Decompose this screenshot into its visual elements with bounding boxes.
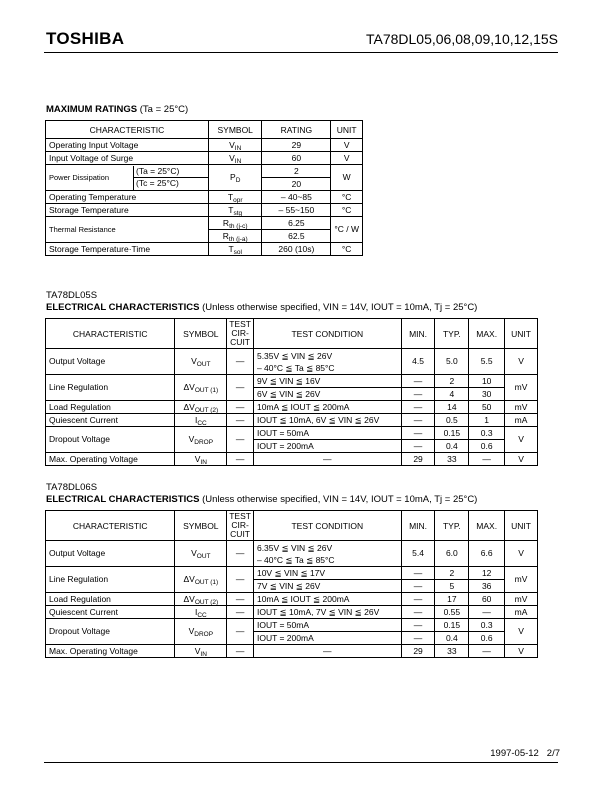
table-row (46, 453, 538, 466)
cell-tc: — (227, 567, 254, 593)
cell-min: — (401, 401, 435, 414)
ec06-condition: (Unless otherwise specified, VIN = 14V, IOUT = 10mA, Tj = 25°C) (202, 494, 478, 505)
cell-tc: — (227, 349, 254, 375)
cell-char: Storage Temperature·Time (46, 243, 209, 256)
cell-max: 0.3 (469, 619, 505, 632)
col-min: MIN. (401, 319, 435, 349)
cell-symbol: $\Delta V_{OUT (1)}$ (175, 567, 227, 593)
cell-unit: V (505, 619, 538, 645)
ec06-table (45, 510, 538, 658)
cell-symbol: $V_{DROP}$ (175, 619, 227, 645)
table-row (46, 165, 363, 178)
cell-cond: 5.35V ≦ VIN ≦ 26V – 40°C ≦ Ta ≦ 85°C (253, 349, 401, 375)
power-label: Power Dissipation (49, 173, 110, 182)
cell-min: — (401, 388, 435, 401)
cell-symbol: $V_{IN}$ (175, 645, 227, 658)
cell-max: — (469, 645, 505, 658)
cell-char: Input Voltage of Surge (46, 152, 209, 165)
cell-typ: 17 (435, 593, 469, 606)
cell-unit: V (331, 139, 363, 152)
cell-min: — (401, 606, 435, 619)
col-test-circuit: TEST CIR- CUIT (227, 319, 254, 349)
cell-unit: °C (331, 204, 363, 217)
cell-min: 4.5 (401, 349, 435, 375)
cell-symbol: $T_{stg}$ (208, 204, 261, 217)
cell-symbol: $I_{CC}$ (175, 414, 227, 427)
header-rule (44, 52, 558, 53)
cell-char: Output Voltage (46, 541, 175, 567)
cell-typ: 33 (435, 453, 469, 466)
cell-symbol: $T_{opr}$ (208, 191, 261, 204)
cell-cond: — (253, 645, 401, 658)
max-ratings-condition: (Ta = 25°C) (139, 104, 189, 115)
cell-symbol: $\Delta V_{OUT (2)}$ (175, 401, 227, 414)
cell-char: Dropout Voltage (46, 427, 175, 453)
table-row (46, 204, 363, 217)
cell-char: Operating Temperature (46, 191, 209, 204)
cell-tc: — (227, 541, 254, 567)
cell-max: 0.6 (469, 632, 505, 645)
ec06-heading: ELECTRICAL CHARACTERISTICS (46, 494, 200, 505)
cell-cond: 10mA ≦ IOUT ≦ 200mA (253, 401, 401, 414)
col-symbol: SYMBOL (175, 319, 227, 349)
ec05-condition: (Unless otherwise specified, VIN = 14V, IOUT = 10mA, Tj = 25°C) (202, 302, 478, 313)
cell-cond: IOUT = 50mA (253, 427, 401, 440)
table-row (46, 541, 538, 567)
cell-unit: V (505, 541, 538, 567)
cell-cond: IOUT ≦ 10mA, 7V ≦ VIN ≦ 26V (253, 606, 401, 619)
cell-typ: 0.4 (435, 632, 469, 645)
cell-symbol: $V_{IN}$ (208, 152, 261, 165)
cell-cond: IOUT ≦ 10mA, 6V ≦ VIN ≦ 26V (253, 414, 401, 427)
cell-min: 29 (401, 645, 435, 658)
footer-date: 1997-05-12 (490, 748, 539, 759)
cell-rating: 260 (10s) (262, 243, 331, 256)
cell-char: Line Regulation (46, 567, 175, 593)
cell-rating: 2 (262, 165, 331, 178)
col-test-condition: TEST CONDITION (253, 511, 401, 541)
col-unit: UNIT (505, 511, 538, 541)
col-typ: TYP. (435, 511, 469, 541)
cell-max: 0.6 (469, 440, 505, 453)
cell-symbol: $V_{IN}$ (208, 139, 261, 152)
table-row (46, 593, 538, 606)
page-footer (490, 748, 560, 759)
cell-tc: — (227, 593, 254, 606)
footer-rule (44, 762, 558, 763)
cell-max: 0.3 (469, 427, 505, 440)
brand-logo: TOSHIBA (46, 29, 125, 48)
cell-typ: 6.0 (435, 541, 469, 567)
cell-symbol: $T_{sol}$ (208, 243, 261, 256)
cell-tc: — (227, 401, 254, 414)
table-row (46, 139, 363, 152)
col-symbol: SYMBOL (208, 121, 261, 139)
cell-max: 12 (469, 567, 505, 580)
cell-typ: 5.0 (435, 349, 469, 375)
table-row (46, 606, 538, 619)
col-typ: TYP. (435, 319, 469, 349)
cell-tc: — (227, 427, 254, 453)
table-row (46, 243, 363, 256)
col-test-condition: TEST CONDITION (253, 319, 401, 349)
cell-typ: 0.15 (435, 619, 469, 632)
cell-tc: — (227, 606, 254, 619)
cell-max: — (469, 453, 505, 466)
cell-max: 30 (469, 388, 505, 401)
cell-symbol: $V_{IN}$ (175, 453, 227, 466)
cell-unit: mV (505, 567, 538, 593)
table-row (46, 567, 538, 580)
cell-cond: — (253, 453, 401, 466)
cell-cond: IOUT = 50mA (253, 619, 401, 632)
ec05-title (46, 302, 477, 313)
cell-max: 60 (469, 593, 505, 606)
cell-typ: 5 (435, 580, 469, 593)
table-row (46, 619, 538, 632)
cell-max: 10 (469, 375, 505, 388)
ec06-part: TA78DL06S (46, 482, 98, 493)
col-test-circuit: TEST CIR- CUIT (227, 511, 254, 541)
cell-min: 5.4 (401, 541, 435, 567)
cell-char: Dropout Voltage (46, 619, 175, 645)
table-row (46, 645, 538, 658)
cell-char: Quiescent Current (46, 414, 175, 427)
cell-tc: — (227, 375, 254, 401)
cell-unit: mA (505, 414, 538, 427)
table-row (46, 152, 363, 165)
cell-unit: V (505, 349, 538, 375)
cell-rating: 29 (262, 139, 331, 152)
cell-typ: 4 (435, 388, 469, 401)
cell-cond: 10mA ≦ IOUT ≦ 200mA (253, 593, 401, 606)
cell-tc: — (227, 453, 254, 466)
cell-symbol: $R_{th (j-a)}$ (208, 230, 261, 243)
max-ratings-table (45, 120, 363, 256)
table-row (46, 427, 538, 440)
cell-cond: IOUT = 200mA (253, 440, 401, 453)
table-row (46, 401, 538, 414)
cell-typ: 0.4 (435, 440, 469, 453)
cell-char: Max. Operating Voltage (46, 645, 175, 658)
cell-cond: IOUT = 200mA (253, 632, 401, 645)
cell-tc: — (227, 645, 254, 658)
cell-char: Operating Input Voltage (46, 139, 209, 152)
ec05-heading: ELECTRICAL CHARACTERISTICS (46, 302, 200, 313)
cell-symbol: $V_{OUT}$ (175, 349, 227, 375)
cell-max: 50 (469, 401, 505, 414)
cell-min: — (401, 619, 435, 632)
cell-unit: mV (505, 401, 538, 414)
cell-symbol: $\Delta V_{OUT (1)}$ (175, 375, 227, 401)
col-characteristic: CHARACTERISTIC (46, 511, 175, 541)
cell-typ: 33 (435, 645, 469, 658)
cell-unit: °C / W (331, 217, 363, 243)
cell-unit: V (505, 645, 538, 658)
cell-char: Load Regulation (46, 401, 175, 414)
cell-symbol: $I_{CC}$ (175, 606, 227, 619)
cell-max: 1 (469, 414, 505, 427)
cell-max: 36 (469, 580, 505, 593)
cell-char: Thermal Resistance (46, 217, 209, 243)
ec05-table (45, 318, 538, 466)
cell-char: Load Regulation (46, 593, 175, 606)
table-row (46, 349, 538, 375)
ec06-title (46, 494, 477, 505)
cell-char: Line Regulation (46, 375, 175, 401)
cell-symbol: $R_{th (j-c)}$ (208, 217, 261, 230)
cell-cond: 6.35V ≦ VIN ≦ 26V – 40°C ≦ Ta ≦ 85°C (253, 541, 401, 567)
cell-char: Quiescent Current (46, 606, 175, 619)
cell-unit: W (331, 165, 363, 191)
cell-unit: mV (505, 375, 538, 401)
cell-min: — (401, 593, 435, 606)
cell-typ: 2 (435, 567, 469, 580)
cell-unit: °C (331, 191, 363, 204)
cell-min: — (401, 427, 435, 440)
cell-max: 5.5 (469, 349, 505, 375)
col-unit: UNIT (331, 121, 363, 139)
table-row (46, 414, 538, 427)
max-ratings-title (46, 104, 188, 115)
cell-symbol: $P_D$ (208, 165, 261, 191)
cell-cond: 10V ≦ VIN ≦ 17V (253, 567, 401, 580)
cell-cond: 6V ≦ VIN ≦ 26V (253, 388, 401, 401)
cell-symbol: $\Delta V_{OUT (2)}$ (175, 593, 227, 606)
cell-rating: 62.5 (262, 230, 331, 243)
col-symbol: SYMBOL (175, 511, 227, 541)
col-rating: RATING (262, 121, 331, 139)
cell-unit: mV (505, 593, 538, 606)
cell-rating: 6.25 (262, 217, 331, 230)
cell-rating: – 55~150 (262, 204, 331, 217)
col-max: MAX. (469, 511, 505, 541)
cell-typ: 14 (435, 401, 469, 414)
col-characteristic: CHARACTERISTIC (46, 319, 175, 349)
cell-char: Max. Operating Voltage (46, 453, 175, 466)
table-row (46, 217, 363, 230)
cell-min: — (401, 414, 435, 427)
cell-min: — (401, 440, 435, 453)
cell-rating: – 40~85 (262, 191, 331, 204)
cell-max: 6.6 (469, 541, 505, 567)
cell-min: 29 (401, 453, 435, 466)
cell-unit: mA (505, 606, 538, 619)
cell-min: — (401, 580, 435, 593)
cell-char: Storage Temperature (46, 204, 209, 217)
cell-typ: 0.5 (435, 414, 469, 427)
cell-char: Output Voltage (46, 349, 175, 375)
cell-unit: V (505, 427, 538, 453)
cell-tc: — (227, 619, 254, 645)
col-unit: UNIT (505, 319, 538, 349)
col-characteristic: CHARACTERISTIC (46, 121, 209, 139)
cell-max: — (469, 606, 505, 619)
cell-unit: °C (331, 243, 363, 256)
cell-symbol: $V_{OUT}$ (175, 541, 227, 567)
ec05-part: TA78DL05S (46, 290, 98, 301)
table-row (46, 191, 363, 204)
cell-typ: 0.55 (435, 606, 469, 619)
table-row (46, 375, 538, 388)
page-number: 2/7 (546, 748, 560, 759)
cell-unit: V (331, 152, 363, 165)
cell-rating: 20 (262, 178, 331, 191)
part-number-header: TA78DL05,06,08,09,10,12,15S (365, 31, 558, 47)
col-min: MIN. (401, 511, 435, 541)
col-max: MAX. (469, 319, 505, 349)
power-cond-tc: (Tc = 25°C) (135, 178, 179, 188)
power-cond-ta: (Ta = 25°C) (134, 166, 208, 179)
cell-min: — (401, 375, 435, 388)
cell-min: — (401, 632, 435, 645)
cell-min: — (401, 567, 435, 580)
cell-typ: 2 (435, 375, 469, 388)
cell-unit: V (505, 453, 538, 466)
cell-symbol: $V_{DROP}$ (175, 427, 227, 453)
cell-char (46, 165, 209, 191)
cell-tc: — (227, 414, 254, 427)
cell-rating: 60 (262, 152, 331, 165)
max-ratings-heading: MAXIMUM RATINGS (46, 104, 138, 115)
cell-typ: 0.15 (435, 427, 469, 440)
cell-cond: 7V ≦ VIN ≦ 26V (253, 580, 401, 593)
cell-cond: 9V ≦ VIN ≦ 16V (253, 375, 401, 388)
